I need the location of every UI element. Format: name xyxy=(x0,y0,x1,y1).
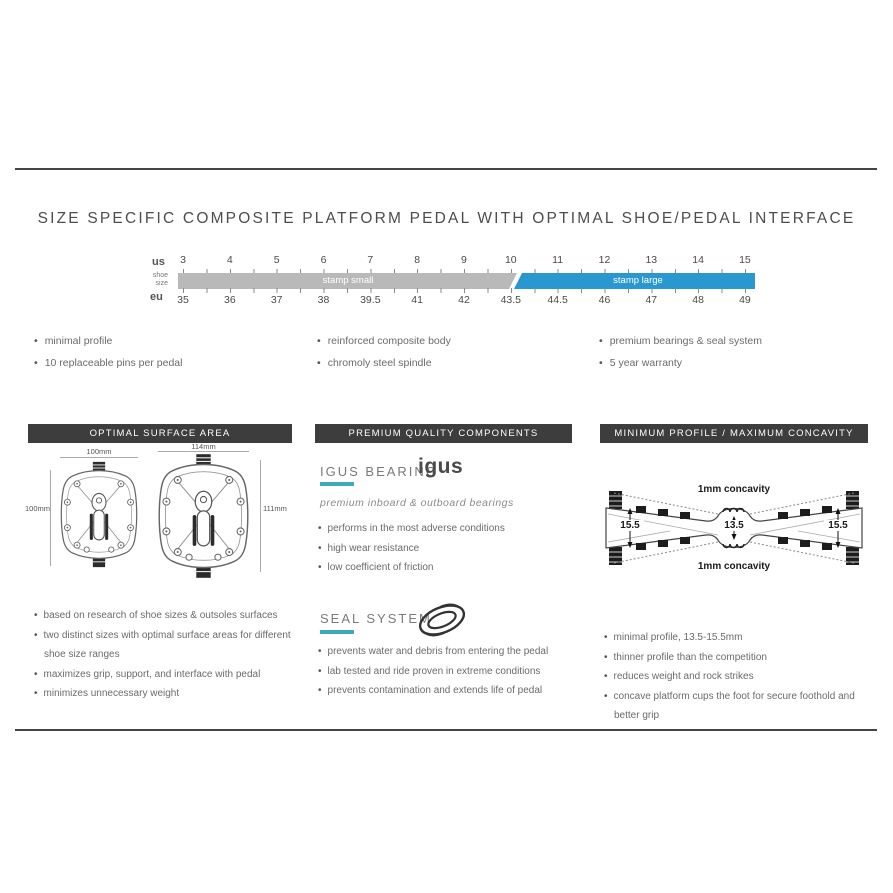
right-height-value: 15.5 xyxy=(824,520,852,531)
seal-system-heading: SEAL SYSTEM xyxy=(320,611,432,626)
igus-logo: igus xyxy=(418,455,464,478)
page-title: SIZE SPECIFIC COMPOSITE PLATFORM PEDAL WITH OPTIMAL SHOE/PEDAL INTERFACE xyxy=(37,210,856,227)
eu-row-label: eu xyxy=(150,291,163,303)
large-pedal-height-label: 111mm xyxy=(263,504,287,513)
bullet-item: • minimizes unnecessary weight xyxy=(34,684,296,704)
shoe-size-chart xyxy=(0,250,893,310)
bullet-item: • concave platform cups the foot for secure foothold and better grip xyxy=(604,687,876,726)
top-concavity-label: 1mm concavity xyxy=(697,484,771,495)
bullet-item: • thinner profile than the competition xyxy=(604,648,876,668)
center-height-value: 13.5 xyxy=(720,520,748,531)
seal-oring-icon xyxy=(413,597,471,643)
bullet-item: • maximizes grip, support, and interface with pedal xyxy=(34,665,296,685)
large-pedal-height-dimline xyxy=(260,460,261,572)
feature-list-1 xyxy=(34,330,304,374)
small-pedal-width-label: 100mm xyxy=(86,447,112,456)
bottom-concavity-label: 1mm concavity xyxy=(697,561,771,572)
igus-bullets xyxy=(318,519,576,578)
bullet-item: • minimal profile, 13.5-15.5mm xyxy=(604,628,876,648)
bottom-divider xyxy=(15,729,877,731)
bullet-item: • prevents contamination and extends life of pedal xyxy=(318,681,580,701)
small-pedal-width-dimline xyxy=(60,457,138,458)
igus-subtitle: premium inboard & outboard bearings xyxy=(320,497,514,509)
bullet-item: • low coefficient of friction xyxy=(318,558,576,578)
large-pedal-width-label: 114mm xyxy=(191,442,216,451)
us-sizes-row: 3 4 5 6 7 8 9 10 11 12 13 14 15 xyxy=(180,254,751,266)
bullet-item: • reduces weight and rock strikes xyxy=(604,667,876,687)
top-divider xyxy=(15,168,877,170)
feature-item: • 10 replaceable pins per pedal xyxy=(34,352,304,374)
stamp-small-bar-label: stamp small xyxy=(322,275,374,286)
profile-bullets xyxy=(604,628,876,726)
left-height-value: 15.5 xyxy=(616,520,644,531)
us-row-label: us xyxy=(152,256,165,268)
bullet-item: • prevents water and debris from entering the pedal xyxy=(318,642,580,662)
seal-bullets xyxy=(318,642,580,701)
feature-item: • chromoly steel spindle xyxy=(317,352,587,374)
feature-item: • 5 year warranty xyxy=(599,352,879,374)
bullet-item: • lab tested and ride proven in extreme conditions xyxy=(318,662,580,682)
stamp-large-bar-label: stamp large xyxy=(613,275,663,286)
eu-sizes-row: 35 36 37 38 39.5 41 42 43.5 44.5 46 47 48 49 xyxy=(177,294,751,306)
pedal-top-view-large xyxy=(152,453,255,579)
lower-tick-marks xyxy=(178,288,755,293)
pedal-top-view-small xyxy=(55,461,143,568)
small-pedal-height-dimline xyxy=(50,470,51,566)
feature-list-3 xyxy=(599,330,879,374)
surface-bullets xyxy=(34,606,296,704)
section-header-profile: MINIMUM PROFILE / MAXIMUM CONCAVITY xyxy=(600,424,868,443)
section-header-components: PREMIUM QUALITY COMPONENTS xyxy=(315,424,572,443)
bullet-item: • based on research of shoe sizes & outsoles surfaces xyxy=(34,606,296,626)
shoe-size-label: shoe size xyxy=(152,272,168,287)
section-header-surface: OPTIMAL SURFACE AREA xyxy=(28,424,292,443)
feature-item: • minimal profile xyxy=(34,330,304,352)
igus-bearing-heading: IGUS BEARING xyxy=(320,464,438,479)
large-pedal-width-dimline xyxy=(158,451,249,452)
feature-list-2 xyxy=(317,330,587,374)
feature-item: • premium bearings & seal system xyxy=(599,330,879,352)
igus-accent-bar xyxy=(320,482,354,486)
small-pedal-height-label: 100mm xyxy=(25,504,51,513)
bullet-item: • performs in the most adverse conditions xyxy=(318,519,576,539)
size-range-bar xyxy=(178,273,755,289)
seal-accent-bar xyxy=(320,630,354,634)
bullet-item: • two distinct sizes with optimal surface areas for different shoe size ranges xyxy=(34,626,296,665)
bullet-item: • high wear resistance xyxy=(318,539,576,559)
feature-item: • reinforced composite body xyxy=(317,330,587,352)
